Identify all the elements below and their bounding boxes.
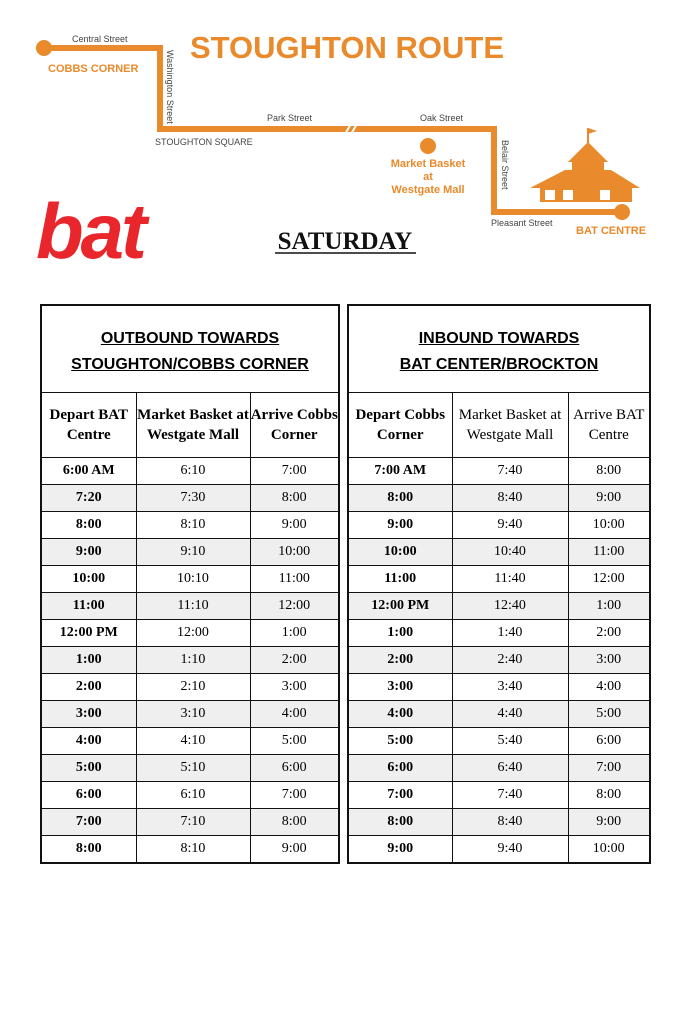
cobbs-corner-label: COBBS CORNER [48,63,139,75]
outbound-cell-market-basket: 12:00 [136,620,250,647]
outbound-cell-arrive: 12:00 [250,593,338,620]
inbound-schedule [347,304,651,864]
inbound-table-row [349,485,649,512]
outbound-cell-market-basket: 10:10 [136,566,250,593]
day-title: SATURDAY [277,228,413,255]
pleasant-street-label: Pleasant Street [491,218,553,228]
outbound-rows [42,458,338,863]
outbound-cell-market-basket: 7:30 [136,485,250,512]
inbound-cell-market-basket: 2:40 [452,647,568,674]
outbound-cell-depart: 7:00 [42,809,136,836]
bat-centre-building-icon [530,128,640,202]
inbound-cell-market-basket: 4:40 [452,701,568,728]
outbound-cell-depart: 9:00 [42,539,136,566]
inbound-table-row [349,512,649,539]
outbound-cell-arrive: 10:00 [250,539,338,566]
outbound-cell-arrive: 6:00 [250,755,338,782]
outbound-col-arrive: Arrive Cobbs Corner [250,393,338,458]
central-street-label: Central Street [72,34,128,44]
outbound-table-row [42,701,338,728]
route-title: STOUGHTON ROUTE [190,30,505,65]
outbound-cell-market-basket: 11:10 [136,593,250,620]
outbound-cell-arrive: 2:00 [250,647,338,674]
outbound-cell-depart: 2:00 [42,674,136,701]
outbound-cell-depart: 4:00 [42,728,136,755]
inbound-table-row [349,458,649,485]
outbound-table-row [42,458,338,485]
outbound-cell-depart: 6:00 [42,782,136,809]
inbound-cell-depart: 12:00 PM [349,593,452,620]
outbound-cell-depart: 8:00 [42,836,136,863]
outbound-cell-arrive: 8:00 [250,485,338,512]
outbound-schedule [40,304,340,864]
inbound-cell-market-basket: 9:40 [452,836,568,863]
outbound-title-line-1: OUTBOUND TOWARDS [100,330,280,347]
bat-centre-stop-icon [614,204,630,220]
inbound-table-row [349,836,649,863]
inbound-cell-arrive: 1:00 [568,593,649,620]
outbound-title [42,306,338,393]
outbound-cell-market-basket: 8:10 [136,836,250,863]
inbound-cell-depart: 7:00 AM [349,458,452,485]
outbound-table-row [42,755,338,782]
inbound-cell-depart: 11:00 [349,566,452,593]
outbound-table-row [42,647,338,674]
park-street-label: Park Street [267,113,313,123]
outbound-cell-depart: 6:00 AM [42,458,136,485]
outbound-cell-market-basket: 1:10 [136,647,250,674]
outbound-table-row [42,728,338,755]
outbound-cell-depart: 10:00 [42,566,136,593]
inbound-cell-depart: 10:00 [349,539,452,566]
inbound-cell-depart: 2:00 [349,647,452,674]
outbound-cell-market-basket: 6:10 [136,458,250,485]
inbound-cell-arrive: 11:00 [568,539,649,566]
oak-street-label: Oak Street [420,113,464,123]
inbound-cell-depart: 9:00 [349,512,452,539]
outbound-col-market-basket: Market Basket at Westgate Mall [136,393,250,458]
inbound-table-row [349,620,649,647]
outbound-cell-market-basket: 5:10 [136,755,250,782]
inbound-rows [349,458,649,863]
inbound-cell-arrive: 8:00 [568,458,649,485]
outbound-cell-arrive: 3:00 [250,674,338,701]
inbound-cell-arrive: 10:00 [568,836,649,863]
bat-centre-label: BAT CENTRE [576,225,647,237]
inbound-cell-depart: 8:00 [349,485,452,512]
outbound-cell-arrive: 1:00 [250,620,338,647]
inbound-cell-arrive: 4:00 [568,674,649,701]
inbound-cell-depart: 3:00 [349,674,452,701]
inbound-cell-market-basket: 6:40 [452,755,568,782]
inbound-cell-arrive: 5:00 [568,701,649,728]
inbound-cell-arrive: 10:00 [568,512,649,539]
inbound-table-row [349,674,649,701]
outbound-table-row [42,566,338,593]
washington-street-label: Washington Street [165,50,175,124]
inbound-cell-depart: 1:00 [349,620,452,647]
outbound-cell-market-basket: 3:10 [136,701,250,728]
inbound-cell-market-basket: 3:40 [452,674,568,701]
inbound-cell-market-basket: 12:40 [452,593,568,620]
inbound-cell-depart: 8:00 [349,809,452,836]
outbound-table-row [42,836,338,863]
inbound-cell-market-basket: 10:40 [452,539,568,566]
outbound-cell-depart: 3:00 [42,701,136,728]
inbound-cell-market-basket: 7:40 [452,782,568,809]
inbound-cell-market-basket: 5:40 [452,728,568,755]
outbound-cell-market-basket: 6:10 [136,782,250,809]
outbound-cell-arrive: 7:00 [250,782,338,809]
market-basket-label-2: at [423,171,433,183]
outbound-cell-depart: 8:00 [42,512,136,539]
outbound-cell-arrive: 5:00 [250,728,338,755]
inbound-title-line-1: INBOUND TOWARDS [418,330,580,347]
inbound-cell-arrive: 6:00 [568,728,649,755]
outbound-table-row [42,512,338,539]
outbound-table-row [42,485,338,512]
belair-street-label: Belair Street [500,140,510,190]
outbound-col-depart: Depart BAT Centre [42,393,136,458]
inbound-table-row [349,782,649,809]
inbound-table-row [349,566,649,593]
cobbs-corner-stop-icon [36,40,52,56]
outbound-cell-arrive: 4:00 [250,701,338,728]
outbound-cell-depart: 5:00 [42,755,136,782]
market-basket-label-3: Westgate Mall [391,184,465,196]
inbound-cell-depart: 4:00 [349,701,452,728]
inbound-table-row [349,728,649,755]
inbound-title [349,306,649,393]
stoughton-square-label: STOUGHTON SQUARE [155,137,253,147]
inbound-cell-depart: 6:00 [349,755,452,782]
outbound-cell-depart: 11:00 [42,593,136,620]
route-map [0,0,675,270]
inbound-table-row [349,593,649,620]
inbound-cell-arrive: 9:00 [568,809,649,836]
outbound-cell-market-basket: 8:10 [136,512,250,539]
inbound-cell-arrive: 7:00 [568,755,649,782]
inbound-title-line-2: BAT CENTER/BROCKTON [399,356,599,373]
inbound-cell-arrive: 9:00 [568,485,649,512]
inbound-table-row [349,647,649,674]
inbound-cell-market-basket: 1:40 [452,620,568,647]
inbound-cell-depart: 5:00 [349,728,452,755]
outbound-cell-market-basket: 9:10 [136,539,250,566]
inbound-cell-market-basket: 8:40 [452,809,568,836]
outbound-table-row [42,539,338,566]
inbound-cell-arrive: 8:00 [568,782,649,809]
outbound-cell-depart: 1:00 [42,647,136,674]
outbound-cell-market-basket: 2:10 [136,674,250,701]
outbound-table-row [42,620,338,647]
outbound-table-row [42,809,338,836]
inbound-col-market-basket: Market Basket at Westgate Mall [452,393,568,458]
bat-logo: bat [36,187,144,270]
inbound-cell-arrive: 2:00 [568,620,649,647]
inbound-table-row [349,701,649,728]
inbound-table-row [349,809,649,836]
inbound-cell-market-basket: 11:40 [452,566,568,593]
outbound-title-line-2: STOUGHTON/COBBS CORNER [71,356,309,373]
outbound-cell-arrive: 8:00 [250,809,338,836]
outbound-cell-market-basket: 7:10 [136,809,250,836]
inbound-cell-arrive: 3:00 [568,647,649,674]
inbound-cell-depart: 7:00 [349,782,452,809]
outbound-cell-market-basket: 4:10 [136,728,250,755]
inbound-cell-market-basket: 7:40 [452,458,568,485]
inbound-cell-market-basket: 9:40 [452,512,568,539]
inbound-col-depart: Depart Cobbs Corner [349,393,452,458]
outbound-table-row [42,593,338,620]
market-basket-stop-icon [420,138,436,154]
inbound-col-arrive: Arrive BAT Centre [568,393,649,458]
inbound-table-row [349,539,649,566]
outbound-cell-arrive: 9:00 [250,836,338,863]
inbound-cell-arrive: 12:00 [568,566,649,593]
outbound-table-row [42,674,338,701]
outbound-cell-arrive: 7:00 [250,458,338,485]
outbound-table-row [42,782,338,809]
outbound-cell-arrive: 11:00 [250,566,338,593]
market-basket-label-1: Market Basket [390,158,466,170]
outbound-cell-depart: 7:20 [42,485,136,512]
inbound-table-row [349,755,649,782]
outbound-cell-depart: 12:00 PM [42,620,136,647]
outbound-cell-arrive: 9:00 [250,512,338,539]
inbound-cell-market-basket: 8:40 [452,485,568,512]
inbound-cell-depart: 9:00 [349,836,452,863]
